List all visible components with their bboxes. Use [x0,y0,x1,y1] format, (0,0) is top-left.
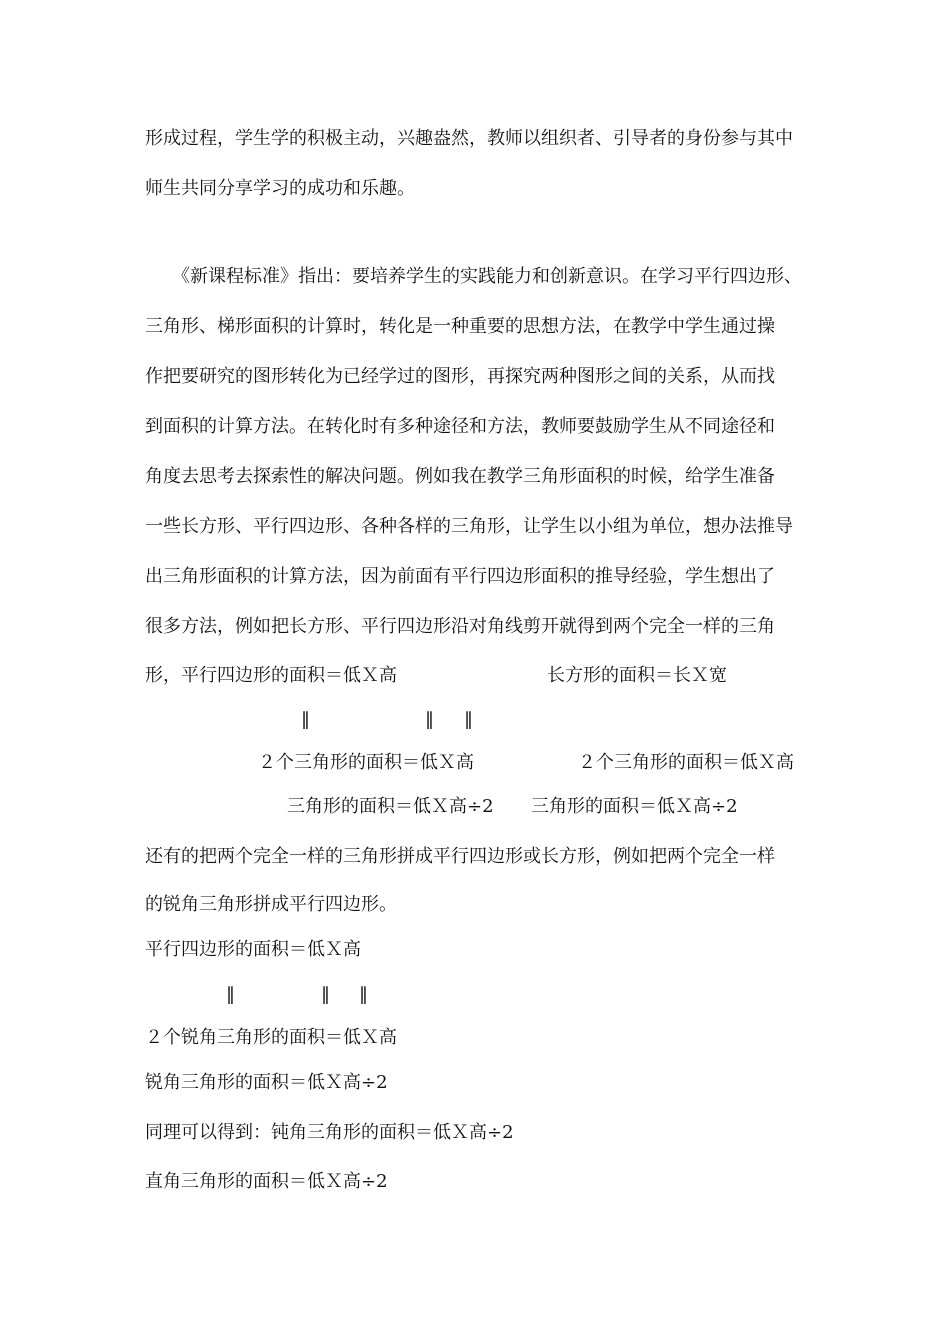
para2-line-5: 角度去思考去探索性的解决问题。例如我在教学三角形面积的时候，给学生准备 [145,466,775,487]
derivation1-right-third: 三角形的面积＝低Ｘ高÷2 [531,796,738,817]
para3-line-1: 还有的把两个完全一样的三角形拼成平行四边形或长方形，例如把两个完全一样 [145,846,775,867]
para1-line-1: 形成过程，学生学的积极主动，兴趣盎然，教师以组织者、引导者的身份参与其中 [145,128,793,149]
derivation2-fourth: 同理可以得到：钝角三角形的面积＝低Ｘ高÷2 [145,1122,514,1143]
derivation1-left-formula: 形，平行四边形的面积＝低Ｘ高 [145,665,397,686]
para3-line-2: 的锐角三角形拼成平行四边形。 [145,894,397,915]
equal-bar: ‖ [359,984,368,1005]
para2-line-7: 出三角形面积的计算方法，因为前面有平行四边形面积的推导经验，学生想出了 [145,566,775,587]
equal-bar: ‖ [425,709,434,730]
para2-line-8: 很多方法，例如把长方形、平行四边形沿对角线剪开就得到两个完全一样的三角 [145,616,775,637]
derivation2-third: 锐角三角形的面积＝低Ｘ高÷2 [145,1072,388,1093]
para2-line-6: 一些长方形、平行四边形、各种各样的三角形，让学生以小组为单位，想办法推导 [145,516,793,537]
equal-bar: ‖ [321,984,330,1005]
para2-line-1: 《新课程标准》指出：要培养学生的实践能力和创新意识。在学习平行四边形、 [172,266,802,287]
derivation1-left-second: ２个三角形的面积＝低Ｘ高 [258,752,474,773]
derivation2-second: ２个锐角三角形的面积＝低Ｘ高 [145,1027,397,1048]
para1-line-2: 师生共同分享学习的成功和乐趣。 [145,178,415,199]
para2-line-2: 三角形、梯形面积的计算时，转化是一种重要的思想方法，在教学中学生通过操 [145,316,775,337]
para2-line-3: 作把要研究的图形转化为已经学过的图形，再探究两种图形之间的关系，从而找 [145,366,775,387]
derivation2-fifth: 直角三角形的面积＝低Ｘ高÷2 [145,1171,388,1192]
derivation2-first: 平行四边形的面积＝低Ｘ高 [145,939,361,960]
derivation1-left-third: 三角形的面积＝低Ｘ高÷2 [287,796,494,817]
derivation1-right-formula: 长方形的面积＝长Ｘ宽 [547,665,727,686]
derivation1-right-second: ２个三角形的面积＝低Ｘ高 [578,752,794,773]
equal-bar: ‖ [464,709,473,730]
para2-line-4: 到面积的计算方法。在转化时有多种途径和方法，教师要鼓励学生从不同途径和 [145,416,775,437]
equal-bar: ‖ [226,984,235,1005]
equal-bar: ‖ [301,709,310,730]
